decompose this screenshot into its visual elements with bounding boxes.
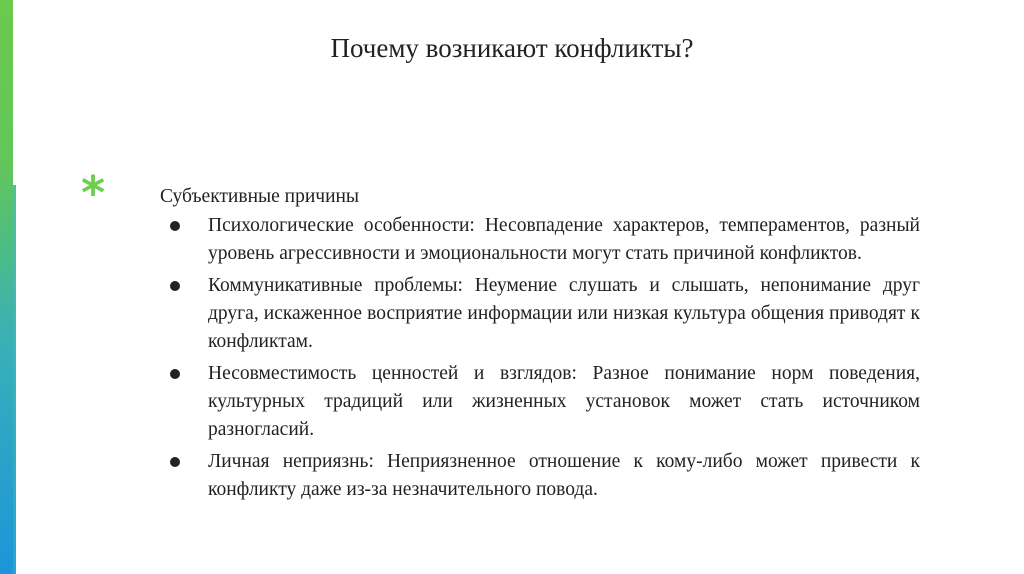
- bullet-dot-icon: [170, 369, 180, 379]
- bullet-dot-icon: [170, 281, 180, 291]
- bullet-item: [160, 448, 920, 504]
- section-heading: Субъективные причины: [160, 186, 360, 207]
- bullet-dot-icon: [170, 457, 180, 467]
- slide-content: [160, 183, 920, 508]
- bullet-text: Несовместимость ценностей и взглядов: Разное понимание норм поведения, культурных традиций или жизненных установок может стать источником разногласий.: [208, 363, 920, 440]
- left-accent-bar: [0, 0, 13, 574]
- bullet-item: [160, 272, 920, 356]
- bullet-list: [160, 212, 920, 504]
- bullet-item: [160, 360, 920, 444]
- bullet-item: [160, 212, 920, 268]
- bullet-text: Психологические особенности: Несовпадение характеров, темпераментов, разный уровень агрессивности и эмоциональности могут стать причиной конфликтов.: [208, 215, 920, 264]
- bullet-dot-icon: [170, 221, 180, 231]
- bullet-text: Коммуникативные проблемы: Неумение слушать и слышать, непонимание друг друга, искаженное восприятие информации или низкая культура общения приводят к конфликтам.: [208, 275, 920, 352]
- left-accent-bar-edge: [13, 185, 16, 574]
- slide-title: Почему возникают конфликты?: [330, 33, 694, 63]
- asterisk-icon: *: [81, 166, 106, 220]
- bullet-text: Личная неприязнь: Неприязненное отношение к кому-либо может привести к конфликту даже из-за незначительного повода.: [208, 451, 920, 500]
